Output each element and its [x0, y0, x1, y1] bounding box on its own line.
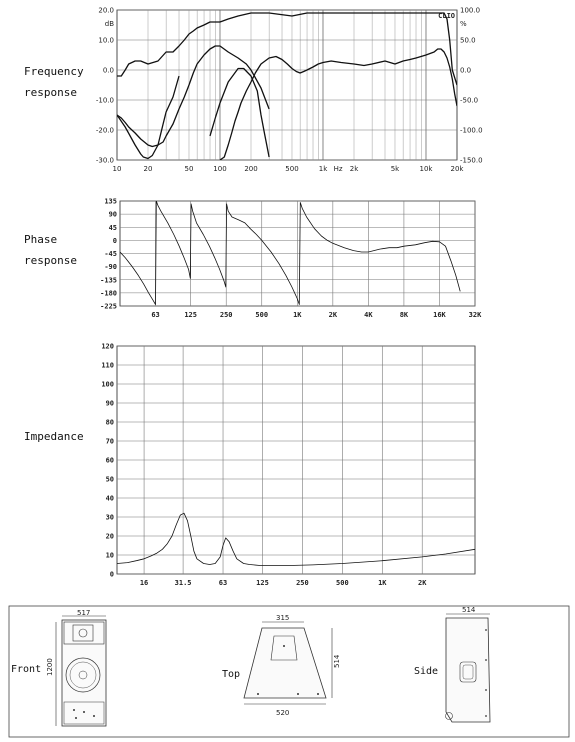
x-tick-label: 1k [318, 165, 328, 173]
side-view-label: Side [414, 666, 439, 677]
y-tick-label: 60 [105, 456, 114, 465]
x-tick-label: 16K [433, 311, 446, 319]
side-view [446, 606, 491, 722]
top-back-width-dim: 315 [276, 614, 290, 622]
x-tick-label: 500 [255, 311, 269, 319]
x-tick-label: 5k [390, 165, 400, 173]
y-tick-label: 40 [105, 494, 114, 503]
y-tick-label: 0 [109, 570, 114, 579]
y-tick-label: -225 [100, 302, 117, 311]
impedance-chart [101, 343, 475, 588]
side-rigging-point [485, 629, 487, 631]
x-tick-label: 125 [184, 311, 198, 319]
y-tick-label: -20.0 [95, 126, 114, 135]
front-cabinet-body [62, 620, 106, 726]
y-tick-label: 70 [105, 437, 114, 446]
x-tick-label: 32K [468, 311, 482, 319]
top-view-label: Top [222, 669, 241, 680]
y-tick-label: 110 [101, 361, 114, 370]
x-tick-label: 8K [399, 311, 409, 319]
y-right-tick-label: 100.0 [460, 6, 481, 15]
connector-dot [75, 717, 77, 719]
frequency-label-line2: response [24, 85, 77, 99]
x-tick-label: 100 [213, 165, 227, 173]
x-tick-label: 125 [256, 579, 269, 587]
x-tick-label: 250 [296, 579, 309, 587]
y-tick-label: 100 [101, 380, 114, 389]
y-tick-label: 0 [112, 236, 117, 245]
frequency-label-line1: Frequency [24, 65, 84, 78]
y-tick-label: 90 [105, 399, 114, 408]
front-view-label: Front [11, 664, 42, 675]
impedance-label-line: Impedance [24, 430, 84, 443]
y-tick-label: -10.0 [95, 96, 114, 105]
y-tick-label: 90 [108, 210, 117, 219]
y-tick-label: 0.0 [102, 66, 114, 75]
y-tick-label: 45 [108, 223, 117, 232]
y-right-axis-label: % [460, 20, 467, 28]
y-right-tick-label: -100.0 [460, 126, 483, 135]
x-tick-label: 50 [184, 165, 194, 173]
side-rigging-point [485, 715, 487, 717]
top-depth-dim: 514 [333, 654, 341, 668]
cabinet-drawings [9, 606, 569, 737]
y-right-tick-label: 50.0 [460, 36, 476, 45]
front-width-dim: 517 [77, 609, 91, 617]
connector-dot [93, 715, 95, 717]
x-axis-label: Hz [333, 165, 343, 173]
x-tick-label: 10k [419, 165, 433, 173]
x-tick-label: 20 [143, 165, 153, 173]
x-tick-label: 250 [219, 311, 233, 319]
y-tick-label: -45 [104, 250, 117, 258]
clio-brand: CLIO [438, 12, 455, 20]
front-height-dim: 1200 [46, 658, 54, 676]
y-tick-label: 120 [101, 342, 114, 351]
top-foot [257, 693, 259, 695]
top-horn-dot [283, 645, 285, 647]
plot-area [117, 10, 457, 160]
x-tick-label: 2K [328, 311, 338, 319]
x-tick-label: 1K [378, 579, 387, 587]
x-tick-label: 500 [336, 579, 349, 587]
y-tick-label: 20 [105, 532, 114, 541]
y-right-tick-label: -150.0 [460, 156, 483, 165]
y-axis-label: dB [104, 20, 114, 28]
y-tick-label: 10.0 [98, 36, 114, 45]
y-tick-label: -135 [100, 276, 117, 285]
top-foot [317, 693, 319, 695]
x-tick-label: 2k [349, 165, 359, 173]
x-tick-label: 200 [244, 165, 258, 173]
y-tick-label: 10 [105, 551, 114, 560]
phase-response-chart [100, 198, 482, 320]
y-tick-label: 135 [104, 197, 117, 206]
x-tick-label: 63 [218, 579, 228, 587]
x-tick-label: 10 [112, 165, 122, 173]
y-tick-label: -180 [100, 289, 117, 298]
frequency-response-chart [96, 7, 483, 174]
y-tick-label: -90 [104, 263, 117, 272]
side-rigging-point [485, 689, 487, 691]
side-cabinet-outline [446, 618, 490, 722]
y-right-tick-label: 0.0 [460, 66, 472, 75]
connector-dot [73, 709, 75, 711]
y-tick-label: -30.0 [95, 156, 114, 165]
y-tick-label: 50 [105, 475, 114, 484]
x-tick-label: 31.5 [174, 579, 192, 587]
x-tick-label: 16 [139, 579, 149, 587]
y-tick-label: 30 [105, 513, 114, 522]
x-tick-label: 2K [417, 579, 427, 587]
y-right-tick-label: -50.0 [460, 96, 479, 105]
x-tick-label: 4K [364, 311, 373, 319]
top-front-width-dim: 520 [276, 709, 290, 717]
x-tick-label: 20k [450, 165, 464, 173]
x-tick-label: 500 [285, 165, 299, 173]
top-foot [297, 693, 299, 695]
phase-label-line1: Phase [24, 233, 58, 246]
side-rigging-point [485, 659, 487, 661]
y-tick-label: 20.0 [98, 6, 114, 15]
connector-dot [83, 711, 85, 713]
side-depth-dim: 514 [462, 606, 476, 614]
x-tick-label: 63 [151, 311, 160, 319]
phase-label-line2: response [24, 253, 77, 267]
y-tick-label: 80 [105, 418, 114, 427]
x-tick-label: 1K [293, 311, 302, 319]
